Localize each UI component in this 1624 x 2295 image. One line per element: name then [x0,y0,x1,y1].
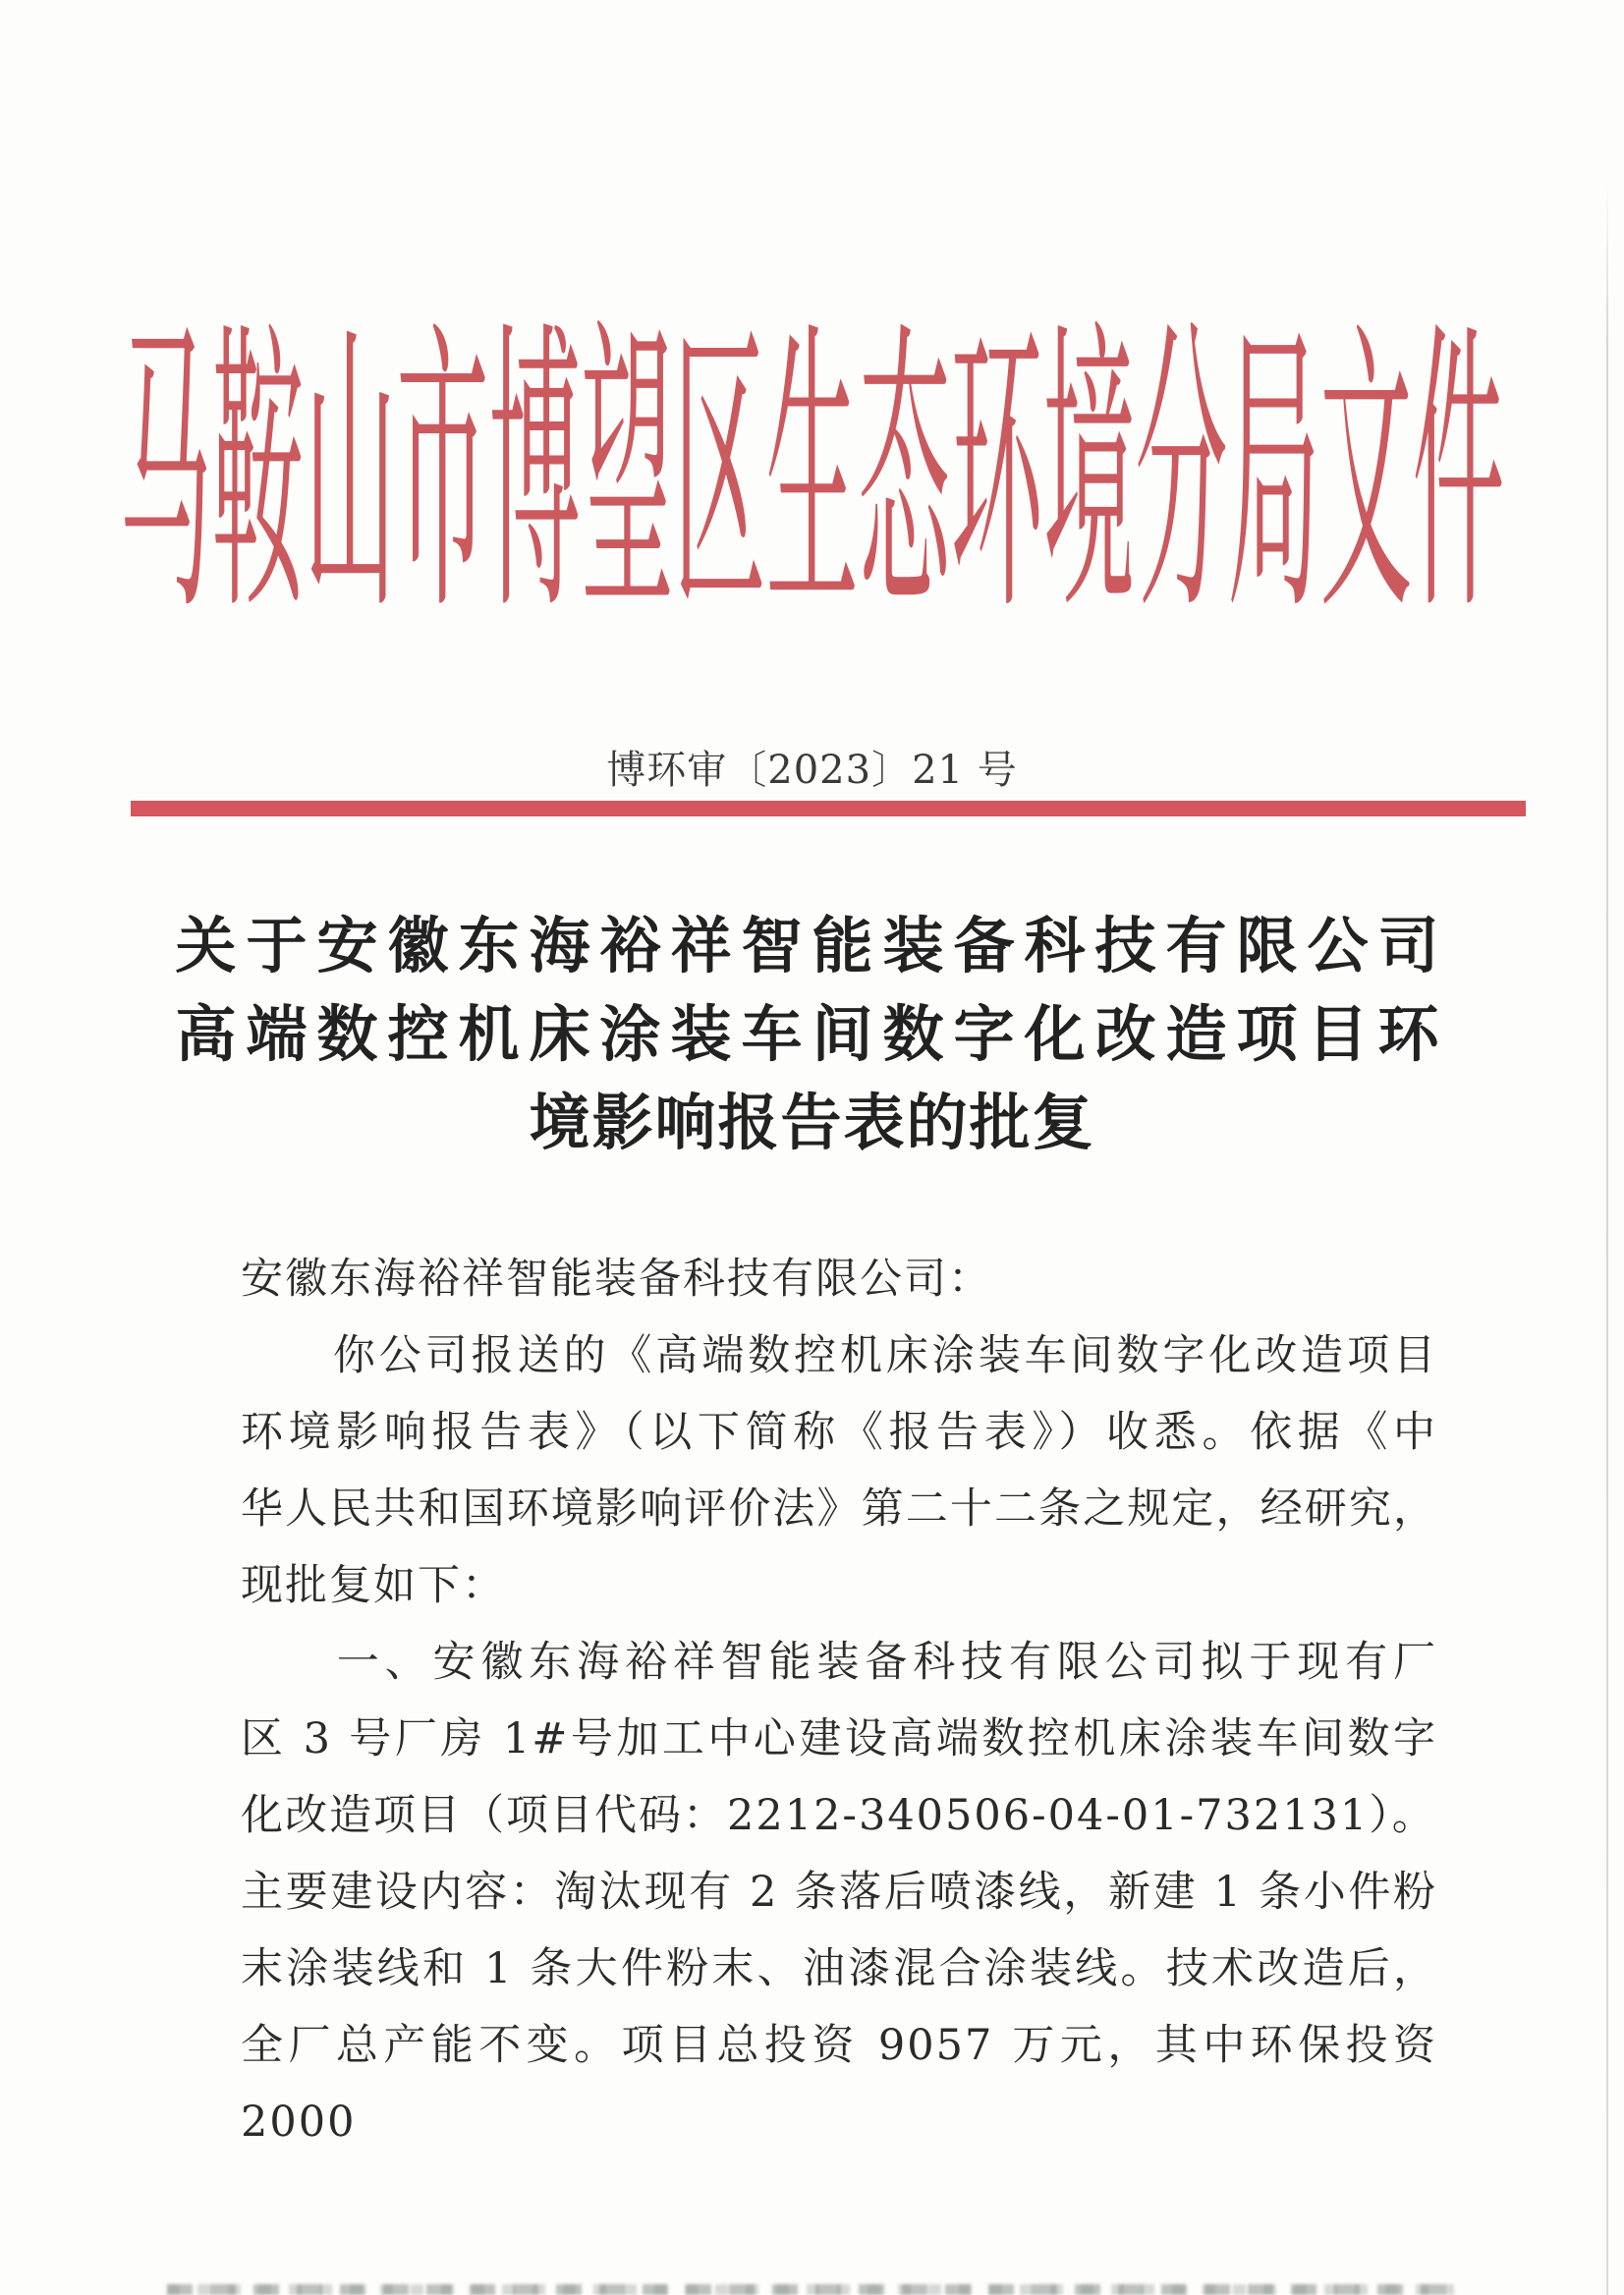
body-line: 一、安徽东海裕祥智能装备科技有限公司拟于现有厂 [241,1638,1437,1687]
scan-edge-artifact [1606,182,1608,2295]
red-divider-rule [131,801,1526,816]
body-line: 化改造项目（项目代码：2212-340506-04-01-732131）。 [241,1791,1436,1840]
salutation-line: 安徽东海裕祥智能装备科技有限公司： [241,1255,992,1304]
body-line: 主要建设内容：淘汰现有 2 条落后喷漆线，新建 1 条小件粉 [241,1868,1437,1917]
body-line: 末涂装线和 1 条大件粉末、油漆混合涂装线。技术改造后， [241,1944,1437,1993]
agency-banner-title: 马鞍山市博望区生态环境分局文件 [119,300,1505,654]
document-title [0,902,1624,1167]
doc-number: 博环审〔2023〕21 号 [606,748,1018,793]
body-line: 环境影响报告表》（以下简称《报告表》）收悉。依据《中 [241,1408,1437,1457]
document-title-line-1: 关于安徽东海裕祥智能装备科技有限公司 [175,910,1449,981]
document-title-line-2: 高端数控机床涂装车间数字化改造项目环 [175,998,1449,1070]
document-title-line-3: 境影响报告表的批复 [529,1087,1095,1158]
body-line: 现批复如下： [241,1561,506,1610]
body-line: 华人民共和国环境影响评价法》第二十二条之规定，经研究， [241,1484,1437,1534]
cutoff-next-line-artifact [167,2284,1454,2295]
body-line: 全厂总产能不变。项目总投资 9057 万元，其中环保投资 2000 [241,2021,1453,2147]
body-line: 区 3 号厂房 1#号加工中心建设高端数控机床涂装车间数字 [241,1714,1437,1763]
document-body [241,1241,1453,2147]
body-line: 你公司报送的《高端数控机床涂装车间数字化改造项目 [241,1331,1437,1380]
